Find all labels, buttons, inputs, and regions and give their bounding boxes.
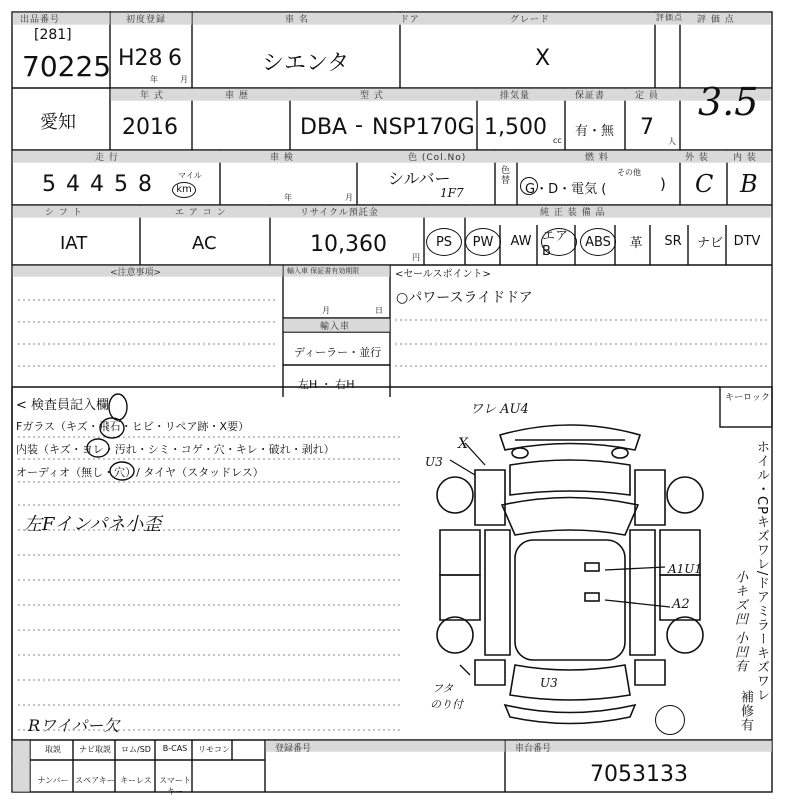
import-month-unit: 月 bbox=[322, 306, 330, 315]
label-fuel: 燃 料 bbox=[585, 153, 609, 163]
model-dash: - bbox=[355, 113, 363, 138]
footer-options-row1 bbox=[32, 744, 234, 755]
exterior-grade: C bbox=[695, 170, 714, 198]
mileage-unit: km bbox=[172, 182, 196, 198]
footer-option: キーレス bbox=[120, 776, 152, 785]
shift: IAT bbox=[60, 233, 88, 254]
air-conditioner: AC bbox=[192, 233, 217, 254]
diagram-circle-mark bbox=[655, 705, 685, 735]
label-warranty: 保証書 bbox=[575, 91, 606, 101]
label-car-name: 車 名 bbox=[285, 15, 309, 25]
fuel-other: その他 bbox=[617, 168, 641, 177]
key-lock-label: キーロック bbox=[725, 393, 770, 403]
diagram-mark-u3-bottom: U3 bbox=[540, 676, 558, 690]
warranty: 有・無 bbox=[575, 124, 615, 139]
label-plate-no: 車 歴 bbox=[225, 91, 249, 101]
recycle-fee: 10,360 bbox=[310, 232, 387, 257]
fuel: G・D・電気 ( bbox=[525, 182, 607, 197]
footer-option: ナンバー bbox=[37, 776, 69, 785]
label-chassis: 車台番号 bbox=[515, 744, 552, 754]
side-note-scratch: 小キズ凹 小凹有 bbox=[732, 570, 747, 674]
label-lot: 出品番号 bbox=[20, 15, 61, 25]
model-year: 2016 bbox=[122, 115, 178, 140]
color-name: シルバー bbox=[388, 169, 451, 188]
label-mileage: 走 行 bbox=[95, 153, 119, 163]
fuel-selected-circle bbox=[520, 177, 538, 195]
first-reg-era: H28 bbox=[118, 46, 163, 71]
inspector-line-windshield: Fガラス（キズ・飛石・ヒビ・リペア跡・X要） bbox=[16, 420, 250, 433]
capacity-unit: 人 bbox=[668, 137, 676, 146]
equipment-item: AW bbox=[510, 233, 532, 249]
label-color: 色 (Col.No) bbox=[408, 153, 467, 163]
mileage-digits bbox=[42, 172, 152, 197]
import-day-unit: 日 bbox=[375, 306, 383, 315]
inspector-label: < 検査員記入欄 bbox=[16, 398, 110, 413]
recycle-unit: 円 bbox=[412, 253, 420, 262]
capacity: 7 bbox=[640, 115, 654, 140]
diagram-mark-futa: フタ bbox=[432, 682, 454, 695]
equipment-list bbox=[426, 228, 767, 259]
mileage-digit: 4 bbox=[66, 172, 80, 197]
diagram-mark-a1u1: A1U1 bbox=[668, 562, 703, 576]
label-ac: エ ア コ ン bbox=[175, 208, 227, 218]
label-cc: 排気量 bbox=[500, 91, 531, 101]
label-notes: <注意事項> bbox=[110, 268, 162, 278]
lot-number: 70225 bbox=[22, 50, 112, 83]
first-reg-month-unit: 月 bbox=[180, 75, 188, 84]
side-note-wheel-mirror: ホイル・CPキズワレ/ドアミラーキズワレ bbox=[754, 440, 769, 703]
equipment-item: ナビ bbox=[696, 235, 723, 251]
diagram-mark-noritsuki: のり付 bbox=[430, 698, 463, 711]
side-note-repair: 補修有 bbox=[738, 690, 753, 732]
label-shift: シ フ ト bbox=[45, 208, 83, 218]
equipment-item: DTV bbox=[733, 233, 761, 249]
displacement: 1,500 bbox=[484, 115, 547, 140]
first-reg-month: 6 bbox=[168, 46, 182, 71]
label-inspect: 車 検 bbox=[270, 153, 294, 163]
model-prefix: DBA bbox=[300, 115, 348, 140]
label-mod: 型 式 bbox=[360, 91, 384, 101]
grade: X bbox=[535, 46, 551, 71]
mileage-digit: 5 bbox=[114, 172, 128, 197]
mileage-alt-unit: マイル bbox=[178, 171, 202, 180]
inspect-month-unit: 月 bbox=[345, 193, 353, 202]
steering-handle: 左H ・ 右H bbox=[298, 378, 355, 391]
equipment-item: PS bbox=[426, 228, 462, 256]
first-reg-year-unit: 年 bbox=[150, 75, 158, 84]
handwritten-note-dashboard: 左Fインパネ小歪 bbox=[24, 514, 162, 535]
diagram-mark-x: X bbox=[458, 436, 468, 452]
import-type: ディーラー・並行 bbox=[294, 346, 382, 359]
interior-grade: B bbox=[740, 170, 758, 198]
label-capacity: 定 員 bbox=[635, 91, 659, 101]
label-import: 輸入車 bbox=[320, 322, 351, 332]
footer-option: ロム/SD bbox=[121, 745, 151, 754]
footer-option: スペアキー bbox=[75, 776, 115, 785]
location: 愛知 bbox=[40, 112, 76, 133]
inspector-line-interior: 内装（キズ・ヨレ・汚れ・シミ・コゲ・穴・キレ・破れ・剥れ） bbox=[16, 443, 335, 456]
lot-code: [281] bbox=[34, 27, 72, 43]
inspector-line-audio: オーディオ（無し・穴）/ タイヤ（スタッドレス） bbox=[16, 466, 264, 479]
car-name: シエンタ bbox=[262, 51, 350, 76]
footer-option: ナビ取説 bbox=[79, 745, 111, 754]
inspector-hand-marks bbox=[0, 390, 400, 490]
label-eval-num: 評価点 bbox=[656, 13, 683, 22]
equipment-item: SR bbox=[664, 233, 682, 249]
handwritten-note-wiper: Rワイパー欠 bbox=[28, 716, 120, 735]
fuel-close: ) bbox=[660, 175, 666, 193]
inspect-year-unit: 年 bbox=[284, 193, 292, 202]
footer-option: スマートキー bbox=[159, 776, 191, 796]
label-equipment: 純 正 装 備 品 bbox=[540, 208, 606, 218]
chassis-number: 7053133 bbox=[590, 762, 688, 787]
diagram-mark-a2: A2 bbox=[672, 597, 690, 612]
equipment-item: PW bbox=[465, 228, 501, 256]
mileage-digit: 4 bbox=[90, 172, 104, 197]
cc-unit: cc bbox=[553, 136, 562, 145]
equipment-item: エアB bbox=[541, 228, 577, 256]
label-recycle: リサイクル預託金 bbox=[300, 208, 379, 218]
footer-option: B-CAS bbox=[162, 744, 188, 753]
label-sales-point: <セールスポイント> bbox=[395, 269, 491, 280]
label-model-year: 年 式 bbox=[140, 91, 164, 101]
label-first-reg: 初度登録 bbox=[126, 15, 167, 25]
footer-option: 取説 bbox=[45, 745, 61, 754]
diagram-mark-u3-top: U3 bbox=[425, 455, 443, 469]
evaluation-score: 3.5 bbox=[698, 80, 759, 124]
label-door: ドア bbox=[400, 15, 420, 25]
diagram-leader-lines bbox=[420, 395, 720, 735]
sales-point: ○パワースライドドア bbox=[396, 290, 533, 306]
label-registration: 登録番号 bbox=[275, 744, 312, 754]
label-exterior: 外 装 bbox=[685, 153, 709, 163]
mileage-digit: 5 bbox=[42, 172, 56, 197]
equipment-item: ABS bbox=[580, 228, 616, 256]
color-code: 1F7 bbox=[440, 186, 464, 200]
label-interior: 内 装 bbox=[733, 153, 757, 163]
equipment-item: 革 bbox=[629, 235, 643, 251]
color-change: 色替 bbox=[499, 165, 509, 185]
model-code: NSP170G bbox=[372, 115, 475, 140]
footer-options-row2 bbox=[32, 775, 194, 797]
label-score: 評 価 点 bbox=[697, 15, 735, 25]
label-grade: グレード bbox=[510, 15, 551, 25]
mileage-digit: 8 bbox=[138, 172, 152, 197]
footer-option: リモコン bbox=[198, 745, 230, 754]
diagram-mark-front: ワレ AU4 bbox=[470, 402, 529, 417]
label-import-history: 輸入車 保証書有効期限 bbox=[287, 267, 360, 275]
